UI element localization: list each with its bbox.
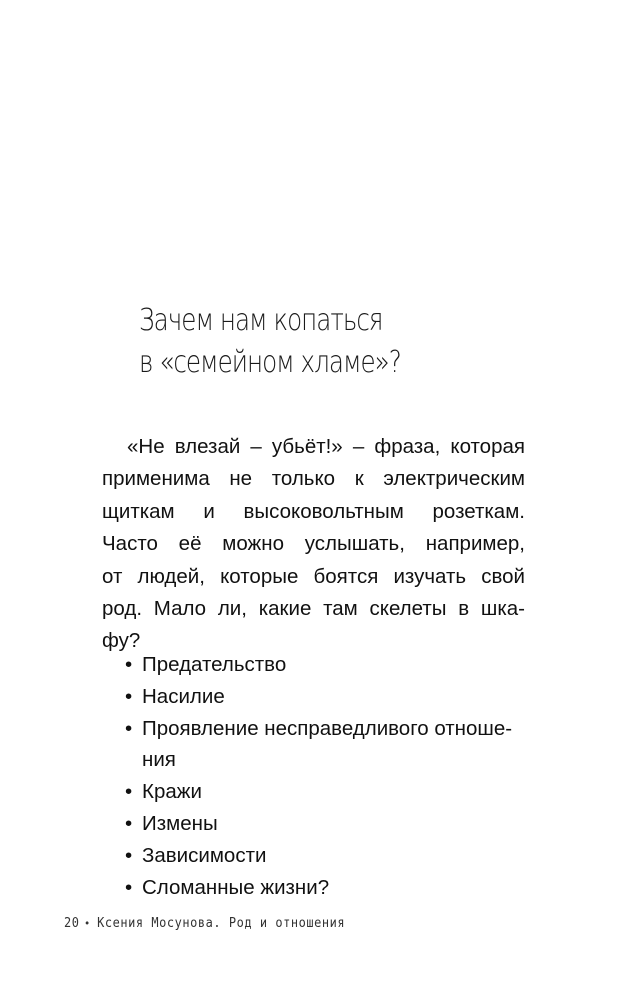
footer-separator-icon: • [84, 917, 91, 930]
paragraph-line: Часто её можно услышать, например, [102, 532, 525, 556]
body-paragraph [102, 431, 525, 658]
list-item [125, 681, 535, 713]
chapter-heading-line-1: Зачем нам копаться [139, 303, 383, 338]
page-footer [64, 916, 345, 931]
list-item-text: Сломанные жизни? [142, 875, 330, 899]
list-item [125, 713, 535, 777]
page-number: 20 [64, 916, 80, 931]
bullet-icon: • [125, 811, 133, 835]
list-item-text: Измены [142, 811, 218, 835]
paragraph-line: применима не только к электрическим [102, 467, 525, 491]
paragraph-line: «Не влезай – убьёт!» – фраза, которая [127, 435, 525, 458]
list-item [125, 776, 535, 808]
list-item-text: Кражи [142, 780, 202, 804]
list-item-text-continued: ния [142, 748, 176, 772]
list-item-text: Предательство [142, 653, 287, 676]
list-item [125, 649, 535, 681]
bullet-icon: • [125, 653, 133, 676]
bullet-icon: • [125, 780, 133, 804]
list-item [125, 840, 535, 872]
paragraph-line: род. Мало ли, какие там скелеты в шка- [102, 596, 525, 620]
paragraph-line: щиткам и высоковольтным розеткам. [102, 499, 525, 523]
list-item [125, 872, 535, 904]
paragraph-line: фу? [102, 629, 141, 653]
chapter-heading-line-2: в «семейном хламе»? [139, 345, 401, 380]
bullet-list [125, 649, 535, 903]
list-item-text: Проявление несправедливого отноше- [142, 716, 513, 740]
bullet-icon: • [125, 716, 133, 740]
list-item-text: Зависимости [142, 843, 267, 867]
paragraph-line: от людей, которые боятся изучать свой [102, 564, 525, 588]
chapter-heading [139, 300, 483, 384]
list-item [125, 808, 535, 840]
running-title: Ксения Мосунова. Род и отношения [97, 916, 346, 931]
bullet-icon: • [125, 684, 133, 708]
bullet-icon: • [125, 875, 133, 899]
bullet-icon: • [125, 843, 133, 867]
list-item-text: Насилие [142, 684, 225, 708]
